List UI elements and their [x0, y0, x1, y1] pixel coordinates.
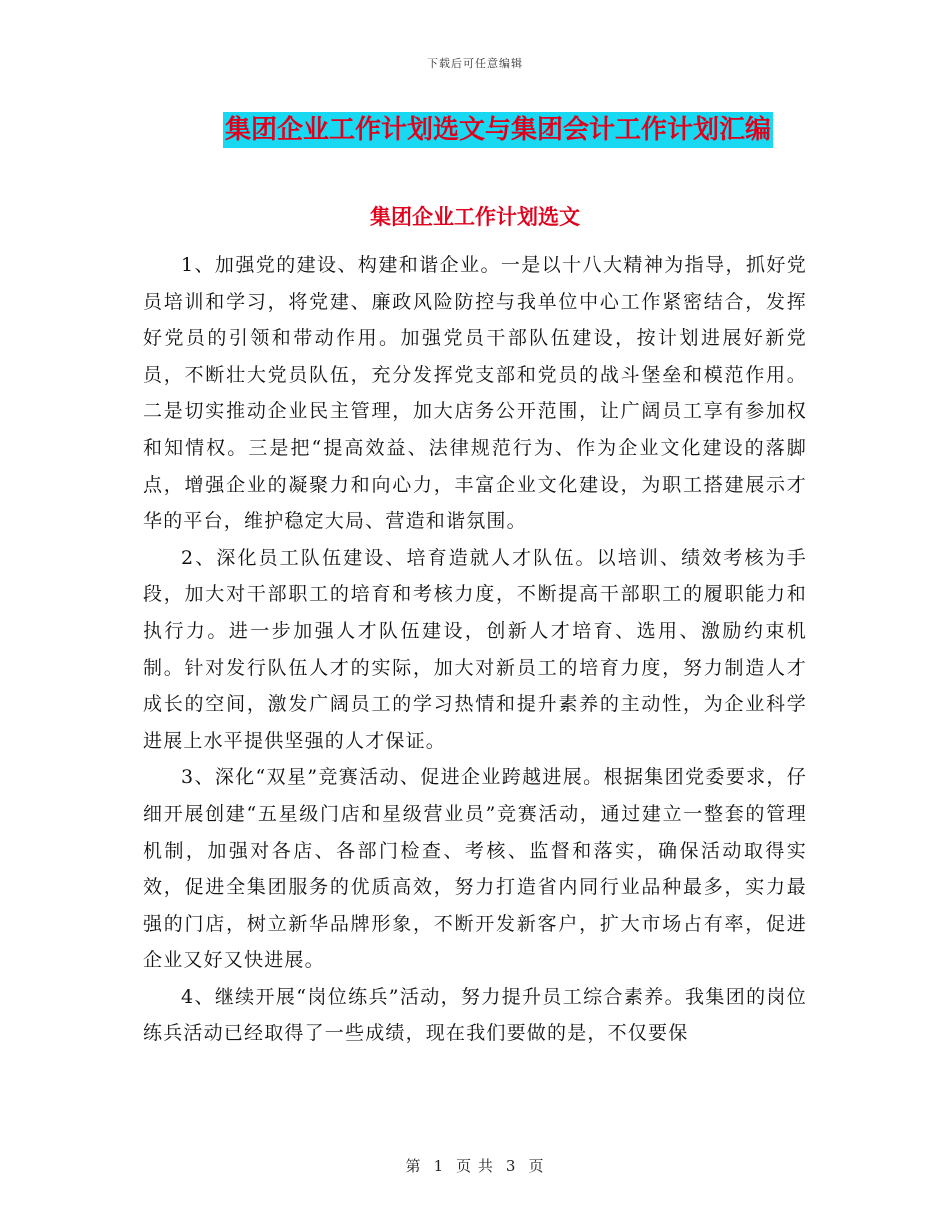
page-footer: [0, 1155, 950, 1176]
page-label-suffix: 页: [528, 1157, 545, 1175]
page-total-number: 3: [505, 1157, 517, 1175]
document-main-title: 集团企业工作计划选文与集团会计工作计划汇编: [223, 112, 773, 148]
page-current-number: 1: [433, 1157, 445, 1175]
paragraph-2: 2、深化员工队伍建设、培育造就人才队伍。以培训、绩效考核为手段，加大对干部职工的培育和考核力度，不断提高干部职工的履职能力和执行力。进一步加强人才队伍建设，创新人才培育、选用、激励约束机制。针对发行队伍人才的实际，加大对新员工的培育力度，努力制造人才成长的空间，激发广阔员工的学习热情和提升素养的主动性，为企业科学进展上水平提供坚强的人才保证。: [143, 546, 807, 752]
paragraph-3: 3、深化“双星”竞赛活动、促进企业跨越进展。根据集团党委要求，仔细开展创建“五星级门店和星级营业员”竞赛活动，通过建立一整套的管理机制，加强对各店、各部门检查、考核、监督和落实，确保活动取得实效，促进全集团服务的优质高效，努力打造省内同行业品种最多，实力最强的门店，树立新华品牌形象，不断开发新客户，扩大市场占有率，促进企业又好又快进展。: [143, 766, 807, 972]
document-body: [143, 247, 807, 1052]
main-title-wrapper: [0, 112, 950, 148]
page-label-prefix: 第: [405, 1157, 422, 1175]
section-title: 集团企业工作计划选文: [370, 205, 580, 229]
page-header-note: 下载后可任意编辑: [427, 57, 523, 70]
page-label-middle: 页 共: [456, 1157, 494, 1175]
paragraph-4: 4、继续开展“岗位练兵”活动，努力提升员工综合素养。我集团的岗位练兵活动已经取得了一些成绩，现在我们要做的是，不仅要保: [143, 985, 807, 1045]
paragraph-1: 1、加强党的建设、构建和谐企业。一是以十八大精神为指导，抓好党员培训和学习，将党建、廉政风险防控与我单位中心工作紧密结合，发挥好党员的引领和带动作用。加强党员干部队伍建设，按计划进展好新党员，不断壮大党员队伍，充分发挥党支部和党员的战斗堡垒和模范作用。二是切实推动企业民主管理，加大店务公开范围，让广阔员工享有参加权和知情权。三是把“提高效益、法律规范行为、作为企业文化建设的落脚点，增强企业的凝聚力和向心力，丰富企业文化建设，为职工搭建展示才华的平台，维护稳定大局、营造和谐氛围。: [143, 254, 807, 533]
